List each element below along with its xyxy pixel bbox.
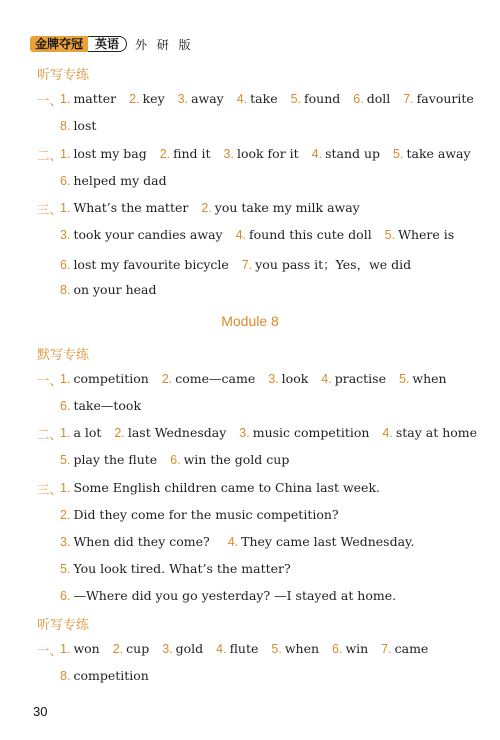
question-number: 一、	[37, 373, 63, 388]
answer-item: 1. a lot	[60, 425, 102, 440]
answer-item: 7. came	[381, 641, 429, 656]
answer-item: 1. lost my bag	[60, 146, 147, 161]
answer-line	[60, 452, 298, 467]
answer-item: 5. when	[271, 641, 320, 656]
answer-item: 5. You look tired. What’s the matter?	[60, 561, 291, 576]
subject-tab: 英语	[88, 36, 127, 52]
brand-logo: 金牌夺冠	[30, 36, 88, 52]
answer-item: 4. stand up	[311, 146, 381, 161]
answer-item: 1. won	[60, 641, 100, 656]
answer-item: 6. helped my dad	[60, 173, 167, 188]
answer-item: 2. come—came	[161, 371, 256, 386]
answer-item: 1. competition	[60, 371, 149, 386]
answer-item: 3. look for it	[223, 146, 299, 161]
question-number: 三、	[37, 202, 63, 217]
answer-item: 2. last Wednesday	[114, 425, 227, 440]
answer-line	[60, 146, 480, 161]
section-title-writing: 默写专练	[37, 348, 90, 363]
answer-line	[60, 118, 105, 133]
answer-line	[60, 588, 405, 603]
header	[30, 36, 194, 52]
answer-item: 4. take	[236, 91, 278, 106]
answer-item: 3. When did they come?	[60, 534, 210, 549]
answer-item: 3. took your candies away	[60, 227, 223, 242]
answer-item: 4. flute	[216, 641, 259, 656]
module-title: Module 8	[221, 313, 279, 329]
answer-item: 1. What’s the matter	[60, 200, 189, 215]
answer-item: 5. play the flute	[60, 452, 158, 467]
answer-line	[60, 668, 158, 683]
question-number: 三、	[37, 482, 63, 497]
answer-item: 5. found	[290, 91, 341, 106]
answer-item: 7. favourite	[403, 91, 474, 106]
answer-line	[60, 371, 456, 386]
answer-line	[60, 507, 348, 522]
edition-label: 外 研 版	[135, 37, 194, 52]
answer-item: 2. cup	[112, 641, 150, 656]
answer-item: 6. —Where did you go yesterday? —I stayed at home.	[60, 588, 397, 603]
answer-item: 1. Some English children came to China last week.	[60, 480, 380, 495]
answer-line	[60, 534, 423, 549]
answer-item: 6. lost my favourite bicycle	[60, 257, 229, 272]
answer-line	[60, 173, 176, 188]
answer-item: 5. when	[398, 371, 447, 386]
answer-item: 2. key	[129, 91, 165, 106]
answer-item: 4. practise	[321, 371, 386, 386]
answer-item: 5. take away	[393, 146, 471, 161]
answer-item: 8. on your head	[60, 282, 157, 297]
answer-item: 6. take—took	[60, 398, 142, 413]
question-number: 一、	[37, 643, 63, 658]
answer-item: 6. win	[332, 641, 369, 656]
answer-line	[60, 398, 150, 413]
answer-line	[60, 480, 389, 495]
answer-item: 6. doll	[353, 91, 391, 106]
answer-line	[60, 91, 483, 106]
answer-item: 1. matter	[60, 91, 117, 106]
answer-item: 3. look	[268, 371, 309, 386]
answer-item: 3. gold	[162, 641, 204, 656]
answer-item: 3. music competition	[239, 425, 370, 440]
answer-line	[60, 282, 165, 297]
section-title-dictation-2: 听写专练	[37, 618, 90, 633]
question-number: 二、	[37, 427, 63, 442]
page-number: 30	[33, 704, 48, 719]
answer-item: 3. away	[177, 91, 224, 106]
answer-line	[60, 255, 420, 273]
answer-item: 8. competition	[60, 668, 149, 683]
answer-item: 4. They came last Wednesday.	[227, 534, 415, 549]
question-number: 二、	[37, 148, 63, 163]
answer-line	[60, 641, 437, 656]
answer-item: 4. stay at home	[382, 425, 478, 440]
answer-item: 2. Did they come for the music competition?	[60, 507, 339, 522]
answer-line	[60, 425, 486, 440]
section-title-dictation: 听写专练	[37, 68, 90, 83]
answer-item: 4. found this cute doll	[235, 227, 372, 242]
answer-item: 5. Where is	[384, 227, 455, 242]
answer-item: 6. win the gold cup	[170, 452, 290, 467]
answer-item: 2. you take my milk away	[201, 200, 360, 215]
answer-line	[60, 561, 300, 576]
question-number: 一、	[37, 93, 63, 108]
answer-item: 2. find it	[159, 146, 211, 161]
answer-line	[60, 227, 463, 242]
answer-item: 8. lost	[60, 118, 97, 133]
answer-item: 7. you pass it；Yes，we did	[241, 257, 412, 272]
answer-line	[60, 200, 369, 215]
